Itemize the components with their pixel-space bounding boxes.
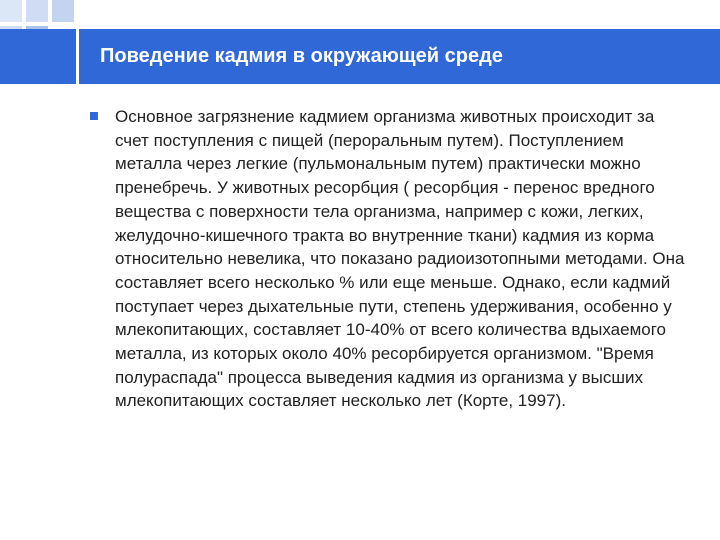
title-divider	[76, 0, 79, 84]
square-bullet-icon	[90, 112, 98, 120]
slide-title: Поведение кадмия в окружающей среде	[100, 45, 503, 67]
slide-content	[88, 105, 688, 413]
decor-square	[26, 0, 48, 22]
bullet-item	[88, 105, 688, 413]
decor-square	[52, 0, 74, 22]
title-bar	[78, 29, 720, 84]
title-bar-left	[0, 29, 78, 84]
bullet-text: Основное загрязнение кадмием организма животных происходит за счет поступления с пищей (пероральным путем). Поступлением металла через легкие (пульмональным путем) практически можно пренебречь. У животных ресорбция ( ресорбция - перенос вредного вещества с поверхности тела организма, например с кожи, легких, желудочно-кишечного тракта во внутренние ткани) кадмия из корма относительно невелика, что показано радиоизотопными методами. Она составляет всего несколько % или еще меньше. Однако, если кадмий поступает через дыхательные пути, степень удерживания, особенно у млекопитающих, составляет 10-40% от всего количества вдыхаемого металла, из которых около 40% ресорбируется организмом. "Время полураспада" процесса выведения кадмия из организма у высших млекопитающих составляет несколько лет (Корте, 1997).	[115, 107, 685, 411]
decor-square	[0, 0, 22, 22]
